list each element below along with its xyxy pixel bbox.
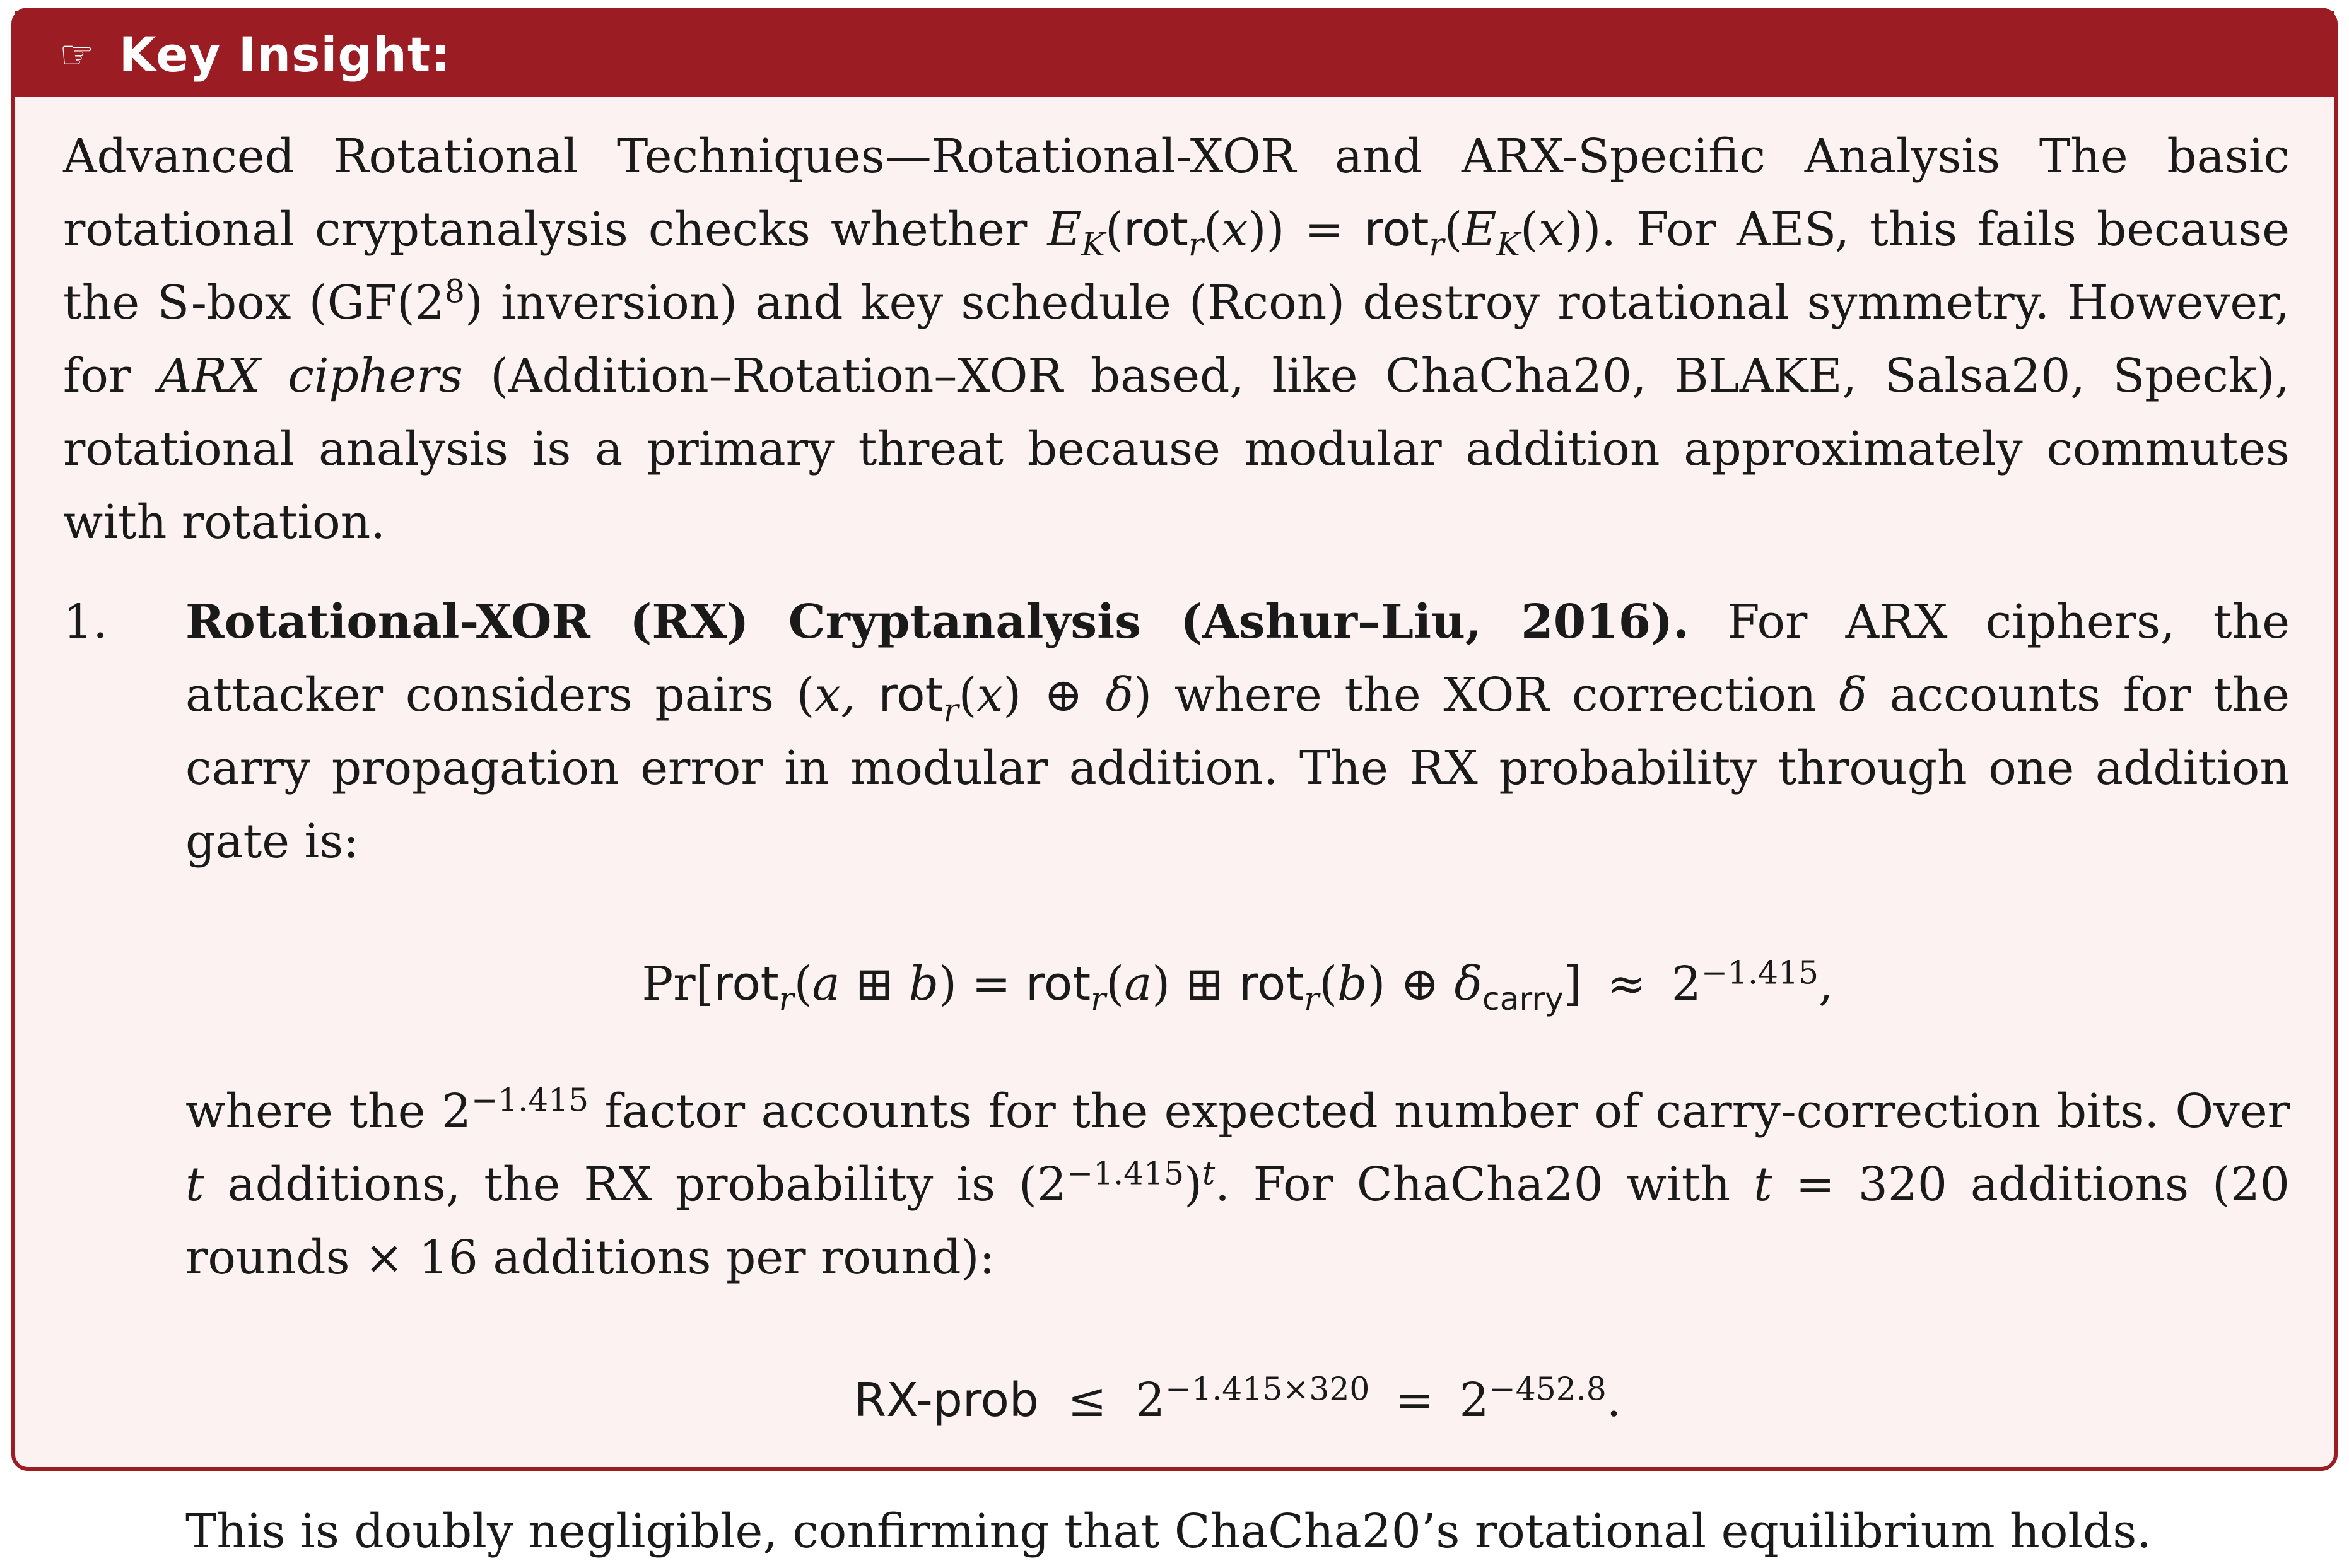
list-item: [63, 585, 2290, 1568]
item-title: Rotational-XOR (RX) Cryptanalysis (Ashur–Liu, 2016).: [185, 595, 1689, 649]
intro-lead: Advanced Rotational Techniques—Rotational-XOR and ARX-Specific Analysis The basic rotational cryptanalysis checks whether: [63, 129, 2290, 257]
t-symbol: t: [185, 1157, 204, 1212]
item-paragraph: [185, 585, 2290, 878]
intro-tail: (Addition–Rotation–XOR based, like ChaCha20, BLAKE, Salsa20, Speck), rotational analysis is a primary threat because modular addition approximately commutes with rotation.: [63, 349, 2290, 549]
box-header: [15, 11, 2334, 97]
key-insight-box: [11, 8, 2338, 1559]
equation-rx-probability: Pr[rot$_r$(a ⊞ b) = rot$_r$(a) ⊞ rot$_r$(b) ⊕ $\delta_{carry}] \approx 2^{-1.415}$,: [641, 954, 1834, 1017]
item-text-3: accounts for the carry propagation error in modular addition. The RX probability through one addition gate is:: [185, 668, 2290, 869]
arx-ciphers-term: ARX ciphers: [158, 349, 463, 403]
t-equals: t = 320: [1754, 1157, 1947, 1212]
conclusion-text: This is doubly negligible, confirming that ChaCha20’s rotational equilibrium holds.: [185, 1504, 2152, 1559]
box-content: [15, 97, 2334, 1568]
list-item-number: 1.: [63, 595, 108, 649]
delta-symbol: δ: [1839, 668, 1867, 722]
prob-formula: $(2^{-1.415})^t$: [1018, 1154, 1216, 1212]
item-text-5: factor accounts for the expected number of carry-correction bits. Over: [589, 1084, 2290, 1138]
intro-formula: $E_K(rot_r(x)) = rot_r(E_K(x))$: [1047, 202, 1602, 263]
intro-after-gf: ) inversion) and key schedule (Rcon) destroy rotational symmetry. However, for: [63, 276, 2290, 403]
intro-paragraph: Advanced Rotational Techniques—Rotational-XOR and ARX-Specific Analysis The basic rotational cryptanalysis checks whether $E_K(rot_r(x)) = rot_r(E_K(x))$. For AES, this fails because the S-box ($GF(2^8)$ inversion) and key schedule (Rcon) destroy rotational symmetry. However, for ARX ciphers (Addition–Rotation–XOR based, like ChaCha20, BLAKE, Salsa20, Speck), rotational analysis is a primary threat because modular addition approximately commutes with rotation.: [63, 129, 2290, 549]
intro-after-formula: . For AES, this fails because the S-box (GF(: [63, 202, 2290, 330]
list-item-body: [185, 585, 2290, 1568]
pair-formula: (x, rot$_r$(x) ⊕ δ): [796, 668, 1152, 728]
item-text-4: where the: [185, 1084, 442, 1138]
box-title: Key Insight:: [119, 26, 451, 83]
item-text-1: For ARX ciphers, the attacker considers pairs: [185, 595, 2290, 722]
item-text-8: additions (20 rounds × 16 additions per round):: [185, 1157, 2290, 1285]
item-text-2: where the XOR correction: [1152, 668, 1839, 722]
pointing-hand-icon: ☞: [59, 31, 95, 78]
equation-rx-bound: RX-prob ≤ $2^{-1.415\times 320} = 2^{-452.8}$.: [853, 1370, 1622, 1427]
item-text-6: additions, the RX probability is: [204, 1157, 1019, 1212]
item-text-7: . For ChaCha20 with: [1215, 1157, 1754, 1212]
item-paragraph-2: where the $2^{-1.415}$ factor accounts for the expected number of carry-correction bits. Over t additions, the RX probability is $(2^{-1.415})^t$. For ChaCha20 with t = 320 additions (20 rounds × 16 additions per round):: [185, 1081, 2290, 1285]
